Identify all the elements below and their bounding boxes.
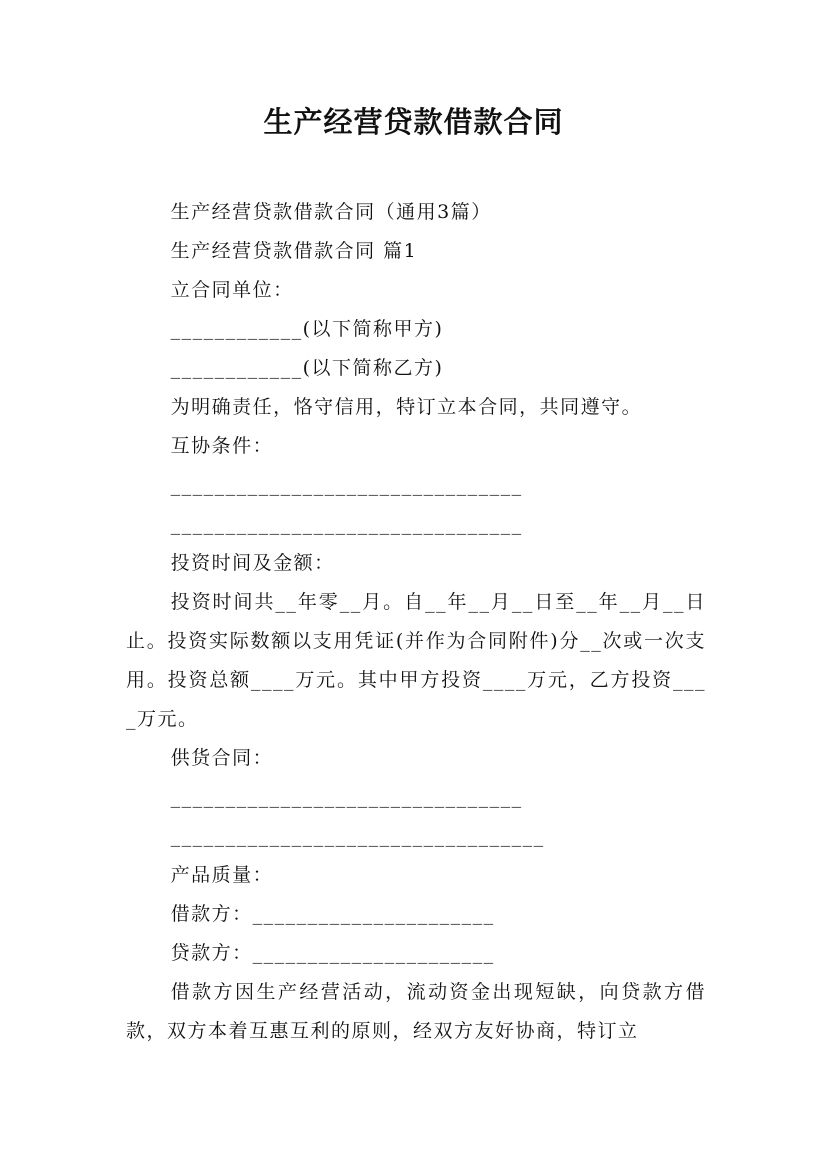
paragraph-borrower: 借款方：______________________ xyxy=(170,903,495,925)
paragraph-blank-line: ________________________________ xyxy=(170,786,523,808)
paragraph-blank-line: ________________________________ xyxy=(170,474,523,496)
paragraph-subtitle: 生产经营贷款借款合同（通用3篇） xyxy=(170,201,492,223)
paragraph-blank-line: __________________________________ xyxy=(170,825,545,847)
paragraph-conditions-label: 互协条件： xyxy=(170,435,274,457)
paragraph-investment-label: 投资时间及金额： xyxy=(170,552,335,574)
document-body xyxy=(126,193,706,1051)
paragraph-parties-label: 立合同单位： xyxy=(170,279,294,301)
paragraph-party-a: ____________(以下简称甲方) xyxy=(170,318,444,340)
paragraph-preamble: 借款方因生产经营活动，流动资金出现短缺，向贷款方借款，双方本着互惠互利的原则，经双方友好协商，特订立 xyxy=(126,981,706,1042)
paragraph-party-b: ____________(以下简称乙方) xyxy=(170,357,444,379)
paragraph-quality-label: 产品质量： xyxy=(170,864,274,886)
paragraph-section-heading: 生产经营贷款借款合同 篇1 xyxy=(170,240,418,262)
paragraph-lender: 贷款方：______________________ xyxy=(170,942,495,964)
paragraph-supply-label: 供货合同： xyxy=(170,747,274,769)
paragraph-blank-line: ________________________________ xyxy=(170,513,523,535)
document-title: 生产经营贷款借款合同 xyxy=(263,105,564,139)
paragraph-purpose: 为明确责任，恪守信用，特订立本合同，共同遵守。 xyxy=(170,396,643,418)
paragraph-investment-terms: 投资时间共__年零__月。自__年__月__日至__年__月__日止。投资实际数额以支用凭证(并作为合同附件)分__次或一次支用。投资总额____万元。其中甲方投资____万元，乙方投资____万元。 xyxy=(126,591,706,730)
